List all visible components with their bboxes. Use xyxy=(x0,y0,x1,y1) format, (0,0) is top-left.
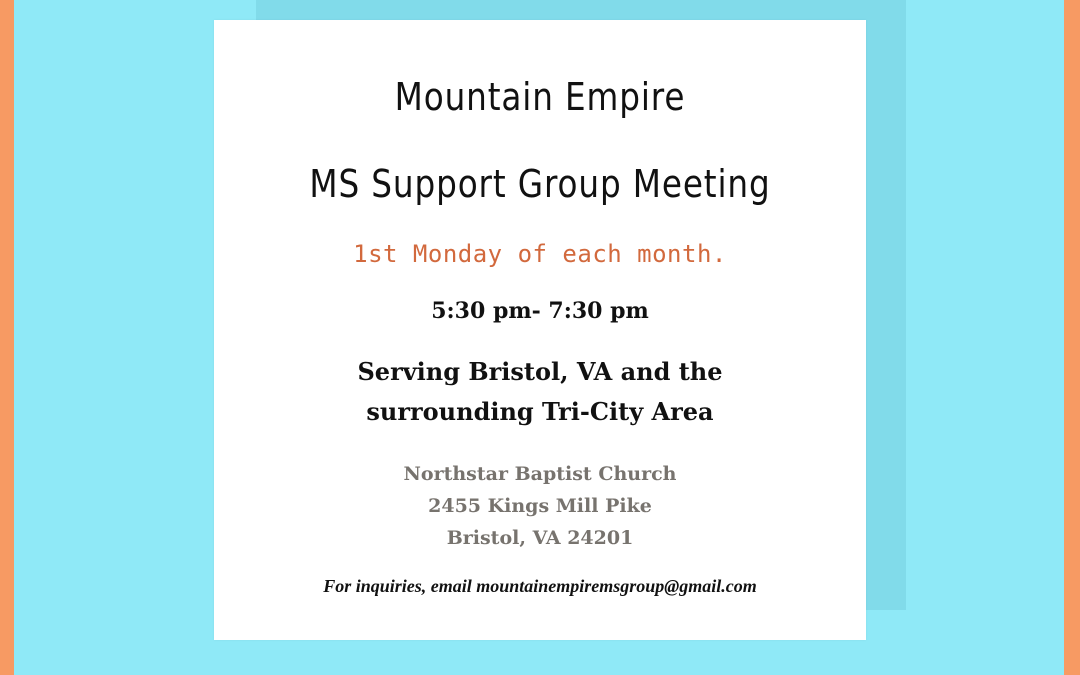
flyer-background xyxy=(14,0,1064,675)
church-name: Northstar Baptist Church xyxy=(403,463,677,485)
meeting-schedule: 1st Monday of each month. xyxy=(353,240,727,268)
city-state-zip: Bristol, VA 24201 xyxy=(446,527,634,549)
street-address: 2455 Kings Mill Pike xyxy=(428,495,652,517)
contact-email: For inquiries, email mountainempiremsgroup@gmail.com xyxy=(323,576,757,596)
service-area-line-1: Serving Bristol, VA and the xyxy=(357,357,723,386)
flyer-card xyxy=(214,20,866,640)
title-line-1: Mountain Empire xyxy=(394,75,686,119)
title-line-2: MS Support Group Meeting xyxy=(309,162,771,206)
meeting-address xyxy=(214,458,866,554)
service-area xyxy=(214,352,866,432)
meeting-time: 5:30 pm- 7:30 pm xyxy=(431,298,649,324)
service-area-line-2: surrounding Tri-City Area xyxy=(366,397,714,426)
